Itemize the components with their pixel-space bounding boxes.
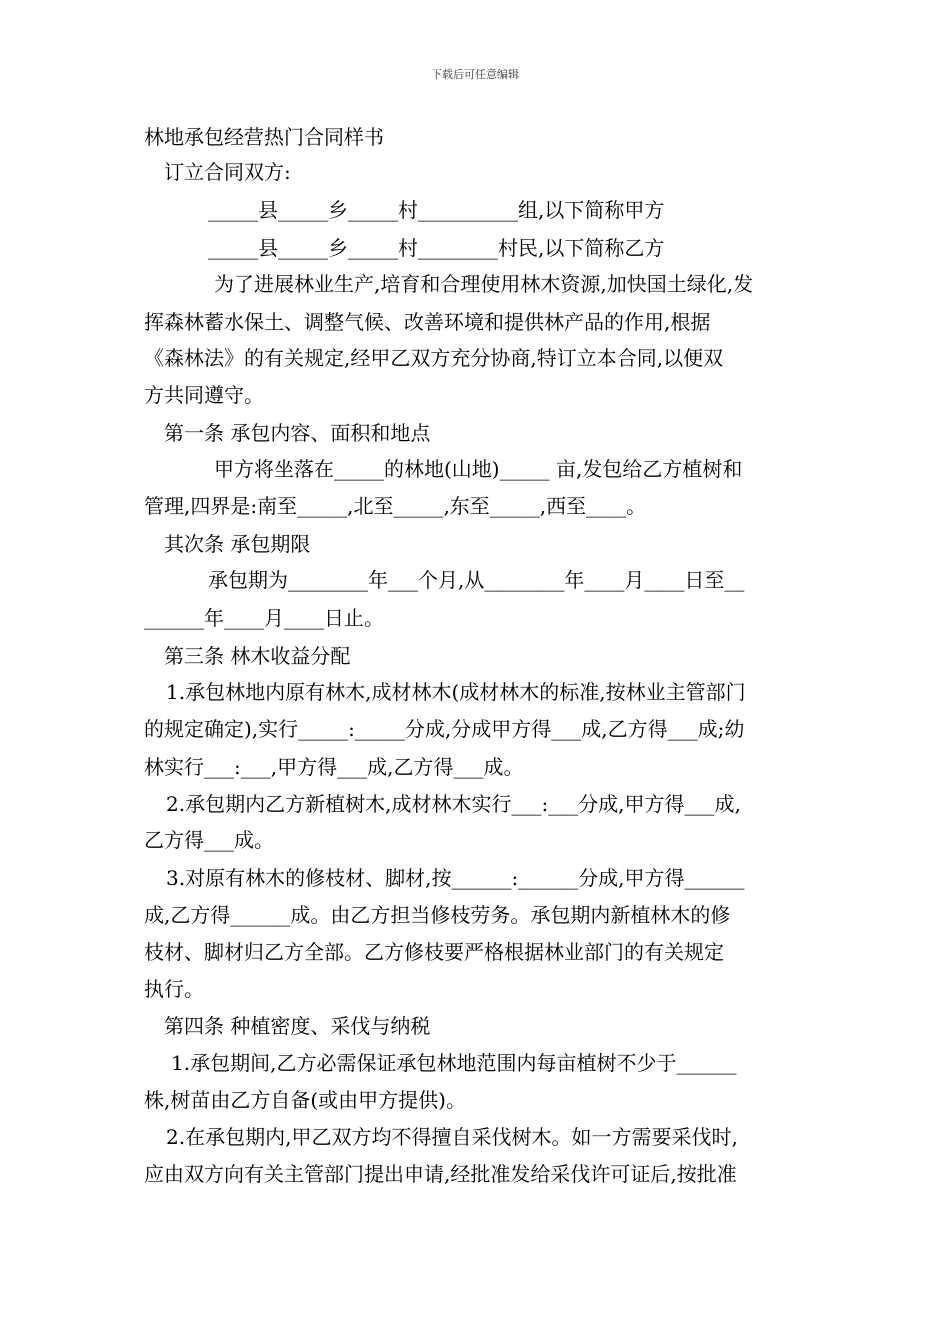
article-4-item-1: 株,树苗由乙方自备(或由甲方提供)。	[144, 1088, 466, 1112]
article-4-heading: 第四条 种植密度、采伐与纳税	[164, 1014, 431, 1038]
article-2-heading: 其次条 承包期限	[164, 532, 311, 556]
article-2-text: 承包期为________年___个月,从________年____月____日至__	[208, 568, 745, 592]
article-4-item-2: 2.在承包期内,甲乙双方均不得擅自采伐树木。如一方需要采伐时,	[166, 1125, 738, 1149]
article-3-item-1: 林实行___:___,甲方得___成,乙方得___成。	[144, 755, 524, 779]
article-3-item-3: 3.对原有林木的修枝材、脚材,按______:______分成,甲方得______	[166, 866, 745, 890]
article-4-item-2: 应由双方向有关主管部门提出申请,经批准发给采伐许可证后,按批准	[144, 1162, 737, 1186]
parties-heading: 订立合同双方:	[164, 160, 291, 184]
article-3-item-1: 1.承包林地内原有林木,成材林木(成材林木的标准,按林业主管部门	[166, 680, 746, 704]
article-1-text: 甲方将坐落在_____的林地(山地)_____ 亩,发包给乙方植树和	[214, 457, 743, 481]
article-3-item-2: 乙方得___成。	[144, 828, 274, 852]
article-3-item-2: 2.承包期内乙方新植树木,成材林木实行___:___分成,甲方得___成,	[166, 792, 741, 816]
article-1-text: 管理,四界是:南至_____,北至_____,东至_____,西至____。	[144, 494, 647, 518]
article-3-item-1: 的规定确定),实行_____:_____分成,分成甲方得___成,乙方得___成;幼	[144, 717, 745, 741]
preamble-line: 挥森林蓄水保土、调整气候、改善环境和提供林产品的作用,根据	[144, 310, 711, 334]
party-a-line: _____县_____乡_____村__________组,以下简称甲方	[208, 198, 665, 222]
preamble-line: 方共同遵守。	[144, 383, 264, 407]
article-3-item-3: 成,乙方得______成。由乙方担当修枝劳务。承包期内新植林木的修	[144, 903, 731, 927]
page-header: 下载后可任意编辑	[431, 68, 519, 81]
preamble-line: 《森林法》的有关规定,经甲乙双方充分协商,特订立本合同,以便双	[144, 346, 724, 370]
document-title: 林地承包经营热门合同样书	[144, 125, 384, 149]
article-1-heading: 第一条 承包内容、面积和地点	[164, 421, 431, 445]
article-3-item-3: 枝材、脚材归乙方全部。乙方修枝要严格根据林业部门的有关规定	[144, 940, 724, 964]
article-2-text: ______年____月____日止。	[144, 606, 384, 630]
article-3-heading: 第三条 林木收益分配	[164, 644, 351, 668]
article-3-item-3: 执行。	[144, 977, 204, 1001]
article-4-item-1: 1.承包期间,乙方必需保证承包林地范围内每亩植树不少于______	[171, 1051, 737, 1075]
preamble-line: 为了进展林业生产,培育和合理使用林木资源,加快国土绿化,发	[214, 272, 754, 296]
party-b-line: _____县_____乡_____村________村民,以下简称乙方	[208, 236, 665, 260]
